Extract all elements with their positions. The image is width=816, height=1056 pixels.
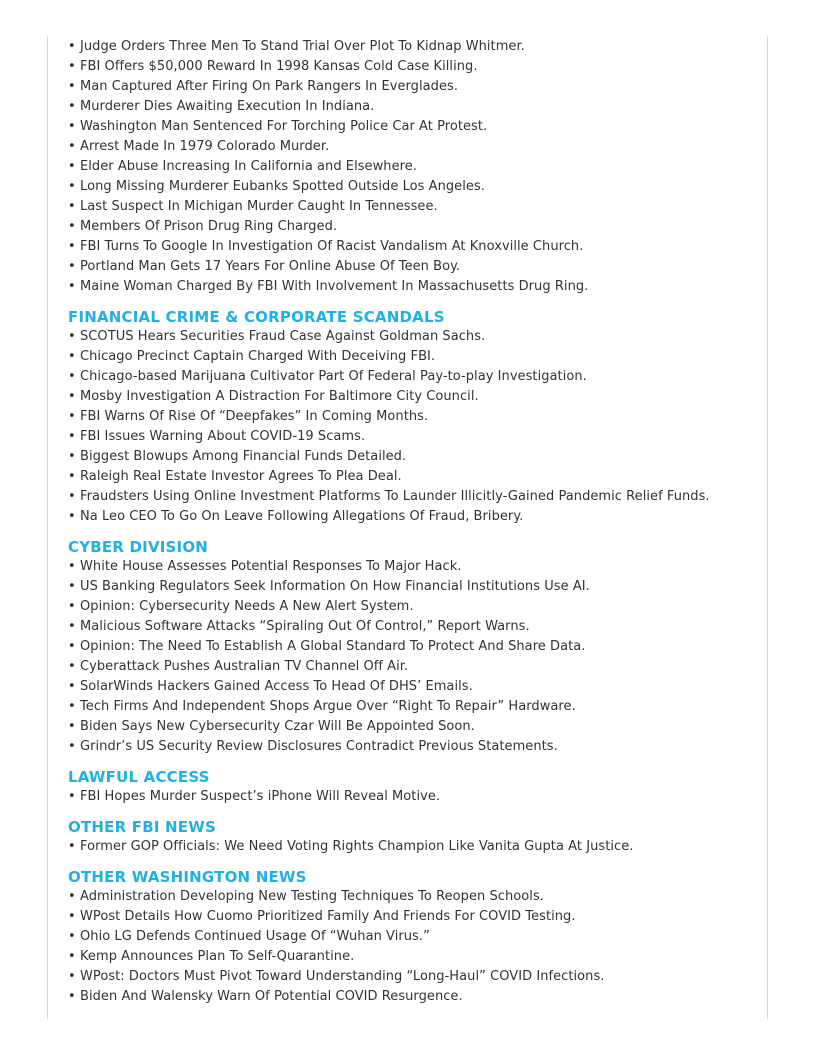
headline-item[interactable] [68,987,767,1007]
headline-text: Malicious Software Attacks “Spiraling Out Of Control,” Report Warns. [80,619,530,634]
section-other-fbi-news [68,807,767,857]
headline-item[interactable] [68,697,767,717]
headline-item[interactable] [68,787,767,807]
headline-item[interactable] [68,327,767,347]
bullet-icon: • [68,219,76,234]
headline-text: SolarWinds Hackers Gained Access To Head Of DHS’ Emails. [80,679,473,694]
bullet-icon: • [68,39,76,54]
bullet-icon: • [68,329,76,344]
headline-text: Portland Man Gets 17 Years For Online Abuse Of Teen Boy. [80,259,461,274]
headline-item[interactable] [68,597,767,617]
bullet-icon: • [68,79,76,94]
news-digest-frame [47,36,768,1019]
headline-text: FBI Hopes Murder Suspect’s iPhone Will Reveal Motive. [80,789,441,804]
bullet-icon: • [68,889,76,904]
bullet-icon: • [68,699,76,714]
headline-item[interactable] [68,237,767,257]
headline-text: Fraudsters Using Online Investment Platforms To Launder Illicitly-Gained Pandemic Relief Funds. [80,489,710,504]
headline-text: Long Missing Murderer Eubanks Spotted Outside Los Angeles. [80,179,485,194]
bullet-icon: • [68,839,76,854]
headline-item[interactable] [68,657,767,677]
news-digest [68,37,767,1007]
headline-item[interactable] [68,277,767,297]
headline-text: Mosby Investigation A Distraction For Baltimore City Council. [80,389,479,404]
bullet-icon: • [68,639,76,654]
headline-text: Man Captured After Firing On Park Rangers In Everglades. [80,79,458,94]
section-heading: OTHER WASHINGTON NEWS [68,868,307,886]
bullet-icon: • [68,679,76,694]
headline-text: Former GOP Officials: We Need Voting Rights Champion Like Vanita Gupta At Justice. [80,839,634,854]
section-cyber-division [68,527,767,757]
bullet-icon: • [68,449,76,464]
headline-text: WPost: Doctors Must Pivot Toward Understanding “Long-Haul” COVID Infections. [80,969,605,984]
headline-text: Maine Woman Charged By FBI With Involvement In Massachusetts Drug Ring. [80,279,589,294]
bullet-icon: • [68,989,76,1004]
headline-item[interactable] [68,137,767,157]
headline-item[interactable] [68,367,767,387]
headline-item[interactable] [68,677,767,697]
bullet-icon: • [68,469,76,484]
headline-item[interactable] [68,617,767,637]
bullet-icon: • [68,179,76,194]
section-heading: OTHER FBI NEWS [68,818,216,836]
bullet-icon: • [68,949,76,964]
section-lawful-access [68,757,767,807]
headline-item[interactable] [68,97,767,117]
headline-text: Biggest Blowups Among Financial Funds Detailed. [80,449,407,464]
headline-text: FBI Offers $50,000 Reward In 1998 Kansas Cold Case Killing. [80,59,478,74]
headline-text: Tech Firms And Independent Shops Argue Over “Right To Repair” Hardware. [80,699,576,714]
bullet-icon: • [68,789,76,804]
bullet-icon: • [68,559,76,574]
headline-item[interactable] [68,57,767,77]
bullet-icon: • [68,509,76,524]
headline-item[interactable] [68,407,767,427]
headline-item[interactable] [68,467,767,487]
headline-item[interactable] [68,967,767,987]
bullet-icon: • [68,389,76,404]
bullet-icon: • [68,59,76,74]
bullet-icon: • [68,369,76,384]
headline-text: WPost Details How Cuomo Prioritized Family And Friends For COVID Testing. [80,909,576,924]
headline-text: Chicago-based Marijuana Cultivator Part Of Federal Pay-to-play Investigation. [80,369,587,384]
bullet-icon: • [68,259,76,274]
headline-item[interactable] [68,907,767,927]
bullet-icon: • [68,619,76,634]
headline-text: Judge Orders Three Men To Stand Trial Over Plot To Kidnap Whitmer. [80,39,525,54]
headline-text: Murderer Dies Awaiting Execution In Indiana. [80,99,375,114]
bullet-icon: • [68,139,76,154]
bullet-icon: • [68,969,76,984]
headline-text: Opinion: Cybersecurity Needs A New Alert System. [80,599,414,614]
headline-text: SCOTUS Hears Securities Fraud Case Against Goldman Sachs. [80,329,486,344]
bullet-icon: • [68,159,76,174]
bullet-icon: • [68,199,76,214]
headline-item[interactable] [68,557,767,577]
headline-text: FBI Issues Warning About COVID-19 Scams. [80,429,366,444]
headline-text: Ohio LG Defends Continued Usage Of “Wuhan Virus.” [80,929,430,944]
headline-item[interactable] [68,737,767,757]
bullet-icon: • [68,579,76,594]
headline-item[interactable] [68,257,767,277]
section-financial-crime-and-corporate-scandals [68,297,767,527]
section-other-washington-news [68,857,767,1007]
headline-item[interactable] [68,157,767,177]
bullet-icon: • [68,739,76,754]
headline-item[interactable] [68,507,767,527]
headline-text: Na Leo CEO To Go On Leave Following Allegations Of Fraud, Bribery. [80,509,524,524]
headline-text: White House Assesses Potential Responses To Major Hack. [80,559,462,574]
bullet-icon: • [68,929,76,944]
headline-text: Kemp Announces Plan To Self-Quarantine. [80,949,355,964]
headline-item[interactable] [68,387,767,407]
headline-item[interactable] [68,577,767,597]
headline-text: Chicago Precinct Captain Charged With Deceiving FBI. [80,349,436,364]
section-heading: FINANCIAL CRIME & CORPORATE SCANDALS [68,308,445,326]
section-heading: LAWFUL ACCESS [68,768,210,786]
bullet-icon: • [68,279,76,294]
headline-text: Last Suspect In Michigan Murder Caught In Tennessee. [80,199,438,214]
headline-item[interactable] [68,117,767,137]
headline-item[interactable] [68,217,767,237]
headline-item[interactable] [68,947,767,967]
bullet-icon: • [68,659,76,674]
headline-text: US Banking Regulators Seek Information On How Financial Institutions Use AI. [80,579,590,594]
headline-item[interactable] [68,837,767,857]
headline-text: Administration Developing New Testing Techniques To Reopen Schools. [80,889,544,904]
headline-text: Elder Abuse Increasing In California and Elsewhere. [80,159,417,174]
headline-text: Raleigh Real Estate Investor Agrees To Plea Deal. [80,469,402,484]
headline-text: FBI Turns To Google In Investigation Of Racist Vandalism At Knoxville Church. [80,239,584,254]
headline-text: Biden And Walensky Warn Of Potential COVID Resurgence. [80,989,463,1004]
bullet-icon: • [68,99,76,114]
headline-item[interactable] [68,197,767,217]
headline-text: Cyberattack Pushes Australian TV Channel Off Air. [80,659,409,674]
headline-item[interactable] [68,887,767,907]
bullet-icon: • [68,429,76,444]
headline-item[interactable] [68,77,767,97]
headline-text: Washington Man Sentenced For Torching Police Car At Protest. [80,119,488,134]
headline-text: FBI Warns Of Rise Of “Deepfakes” In Coming Months. [80,409,429,424]
headline-item[interactable] [68,447,767,467]
bullet-icon: • [68,909,76,924]
section-heading: CYBER DIVISION [68,538,209,556]
headline-text: Opinion: The Need To Establish A Global Standard To Protect And Share Data. [80,639,586,654]
bullet-icon: • [68,409,76,424]
headline-item[interactable] [68,717,767,737]
headline-item[interactable] [68,487,767,507]
headline-text: Biden Says New Cybersecurity Czar Will Be Appointed Soon. [80,719,475,734]
headline-item[interactable] [68,637,767,657]
bullet-icon: • [68,119,76,134]
bullet-icon: • [68,349,76,364]
bullet-icon: • [68,239,76,254]
headline-item[interactable] [68,37,767,57]
bullet-icon: • [68,599,76,614]
bullet-icon: • [68,489,76,504]
headline-text: Arrest Made In 1979 Colorado Murder. [80,139,330,154]
section-headlines [68,37,767,297]
bullet-icon: • [68,719,76,734]
headline-item[interactable] [68,177,767,197]
headline-text: Grindr’s US Security Review Disclosures Contradict Previous Statements. [80,739,558,754]
headline-item[interactable] [68,427,767,447]
headline-item[interactable] [68,927,767,947]
headline-text: Members Of Prison Drug Ring Charged. [80,219,338,234]
headline-item[interactable] [68,347,767,367]
